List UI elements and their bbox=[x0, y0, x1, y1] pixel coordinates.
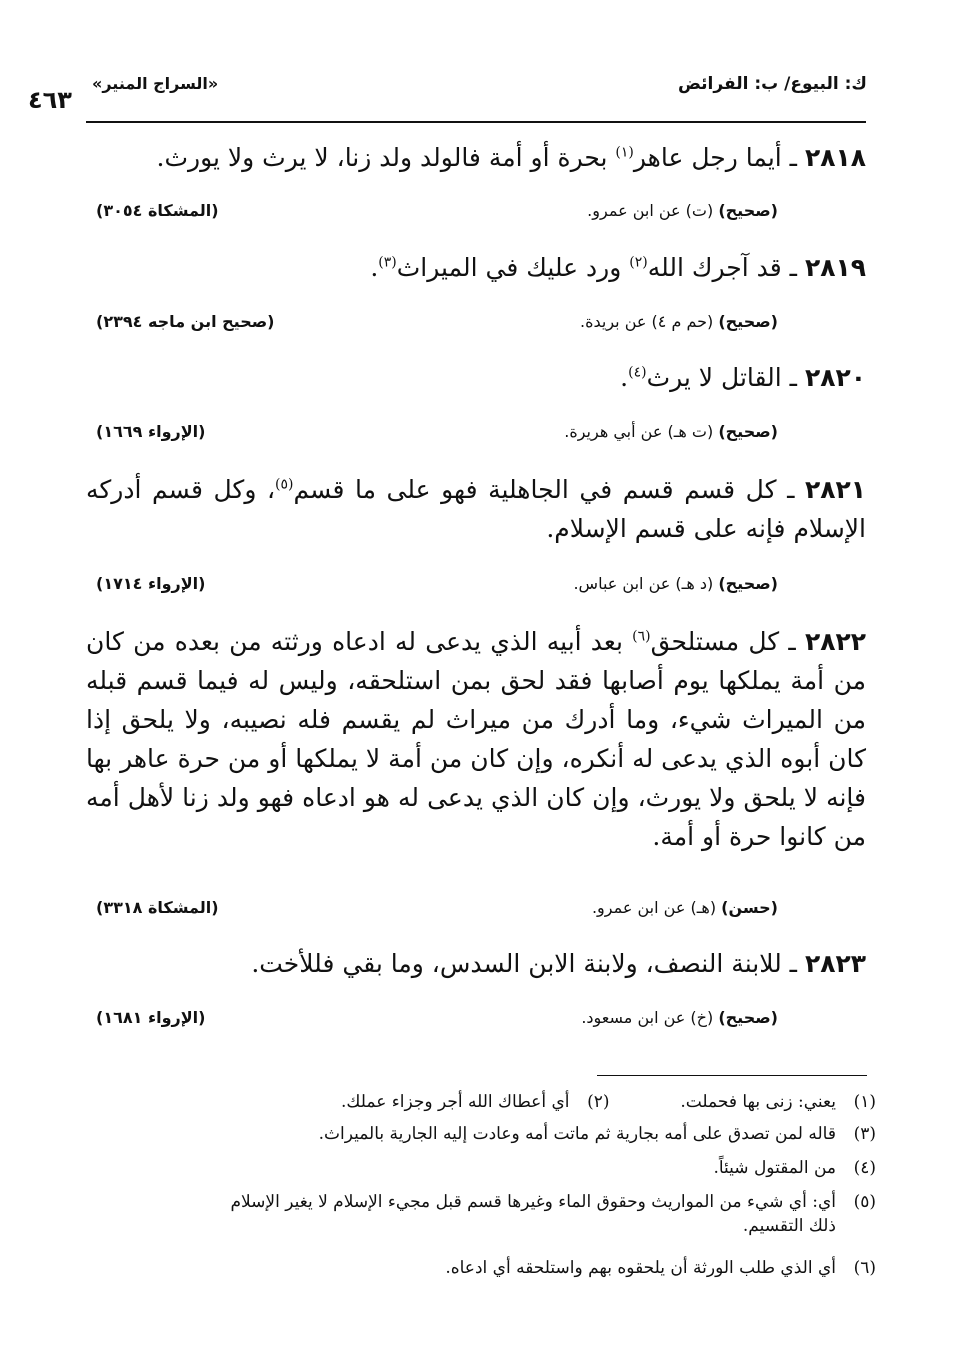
grading-line bbox=[86, 1008, 866, 1034]
hadith-text-part: ورد عليك في الميراث bbox=[396, 253, 630, 282]
footnote-text: قاله لمن تصدق على أمه بجارية ثم ماتت أمه وعادت إليه الجارية بالميراث. bbox=[318, 1124, 836, 1144]
footnote-number: (٥) bbox=[853, 1192, 876, 1212]
source-text: (ت) عن ابن عمرو. bbox=[587, 201, 719, 220]
hadith-text-part: بحرة أو أمة فالولد ولد زنا، لا يرث ولا يورث. bbox=[156, 143, 616, 172]
book-title: «السراج المنير» bbox=[92, 74, 219, 93]
hadith-2822 bbox=[86, 622, 866, 856]
footnote-1-2 bbox=[86, 1090, 876, 1114]
header-rule bbox=[86, 121, 866, 123]
hadith-text-part: كل قسم قسم في الجاهلية فهو على ما قسم bbox=[293, 475, 777, 504]
grading-line bbox=[86, 422, 866, 448]
footnote-number: (٢) bbox=[587, 1092, 610, 1112]
hadith-text-part: قد آجرك الله bbox=[647, 253, 782, 282]
source-line bbox=[564, 422, 778, 441]
hadith-number: ٢٨١٨ bbox=[804, 143, 866, 172]
hadith-text-part: ، وكل قسم أدركه الإسلام فإنه على قسم الإسلام. bbox=[86, 475, 866, 543]
source-line bbox=[587, 201, 778, 220]
hadith-text: ٢٨٢١ ـ كل قسم قسم في الجاهلية فهو على ما قسم$^{(٥)}$، وكل قسم أدركه الإسلام فإنه على قسم الإسلام. bbox=[86, 475, 867, 543]
reference: (الإرواء ١٦٦٩) bbox=[96, 422, 206, 441]
source-text: (خ) عن ابن مسعود. bbox=[581, 1008, 719, 1027]
source-text: (حم م ٤) عن بريدة. bbox=[580, 312, 719, 331]
footnote-number: (١) bbox=[853, 1092, 876, 1112]
hadith-text: ٢٨١٨ ـ أيما رجل عاهر$^{(١)}$ بحرة أو أمة فالولد ولد زنا، لا يرث ولا يورث. bbox=[156, 143, 866, 172]
footnote-number: (٦) bbox=[853, 1258, 876, 1278]
footnote-6 bbox=[86, 1256, 876, 1280]
hadith-2821 bbox=[86, 470, 866, 548]
footnote-4 bbox=[86, 1156, 876, 1180]
grade-label: (صحيح) bbox=[718, 1008, 778, 1027]
hadith-text-part: بعد أبيه الذي يدعى له ادعاه ورثته من بعده من كان من أمة يملكها يوم أصابها فقد لحق بمن استلحقه، وليس له فيما قسم قبله من الميراث شيء، وما أدرك من ميراث لم يقسم فله نصيبه، ولا يلحق إذا كان أبوه الذي يدعى له أنكره، وإن كان من أمة لا يملكها أو من حرة عاهر بها فإنه لا يلحق ولا يورث، وإن كان الذي يدعى له هو ادعاه فهو ولد زنا لأهل أمه من كانوا حرة أو أمة. bbox=[86, 627, 866, 851]
hadith-text-part: كل مستلحق bbox=[650, 627, 780, 656]
reference: (المشكاة ٣٣١٨) bbox=[96, 898, 219, 917]
footnote-continuation: ذلك التقسيم. bbox=[742, 1216, 836, 1236]
footnote-separator bbox=[597, 1075, 867, 1076]
grading-line bbox=[86, 574, 866, 600]
reference: (الإرواء ١٦٨١) bbox=[96, 1008, 206, 1027]
hadith-2819 bbox=[86, 248, 866, 287]
footnote-number: (٣) bbox=[853, 1124, 876, 1144]
footnote-ref[interactable]: (١) bbox=[615, 144, 634, 161]
source-text: (هـ) عن ابن عمرو. bbox=[591, 898, 722, 917]
footnote-ref[interactable]: (٥) bbox=[275, 476, 294, 493]
page-number: ٤٦٣ bbox=[28, 86, 72, 114]
footnote-number: (٤) bbox=[853, 1158, 876, 1178]
footnote-ref[interactable]: (٢) bbox=[629, 254, 648, 271]
source-line bbox=[573, 574, 778, 593]
grading-line bbox=[86, 201, 866, 227]
hadith-text: ٢٨٢٢ ـ كل مستلحق$^{(٦)}$ بعد أبيه الذي يدعى له ادعاه ورثته من بعده من كان من أمة يملكها يوم أصابها فقد لحق بمن استلحقه، وليس له فيما قسم قبله من الميراث شيء، وما أدرك من ميراث لم يقسم فله نصيبه، ولا يلحق إذا كان أبوه الذي يدعى له أنكره، وإن كان من أمة لا يملكها أو من حرة عاهر بها فإنه لا يلحق ولا يورث، وإن كان الذي يدعى له هو ادعاه فهو ولد زنا لأهل أمه من كانوا حرة أو أمة. bbox=[86, 627, 866, 851]
hadith-text-part: . bbox=[620, 363, 629, 392]
hadith-number: ٢٨٢٣ bbox=[804, 949, 866, 978]
hadith-text-part: أيما رجل عاهر bbox=[633, 143, 782, 172]
hadith-number: ٢٨٢٢ bbox=[804, 627, 866, 656]
grading-line bbox=[86, 898, 866, 924]
source-text: (ت هـ) عن أبي هريرة. bbox=[564, 422, 719, 441]
footnote-ref[interactable]: (٣) bbox=[378, 254, 397, 271]
footnote-ref[interactable]: (٤) bbox=[628, 364, 647, 381]
hadith-number: ٢٨١٩ bbox=[804, 253, 866, 282]
hadith-2823 bbox=[86, 944, 866, 983]
footnote-5 bbox=[86, 1190, 876, 1238]
grade-label: (صحيح) bbox=[718, 312, 778, 331]
footnote-text: يعني: زنى بها فحملت. bbox=[680, 1092, 836, 1112]
source-line bbox=[581, 1008, 778, 1027]
reference: (الإرواء ١٧١٤) bbox=[96, 574, 206, 593]
footnote-ref[interactable]: (٦) bbox=[632, 628, 651, 645]
grading-line bbox=[86, 312, 866, 338]
source-text: (د هـ) عن ابن عباس. bbox=[573, 574, 719, 593]
grade-label: (صحيح) bbox=[718, 574, 778, 593]
footnote-text: أي أعطاك الله أجر وجزاء عملك. bbox=[341, 1092, 570, 1112]
footnote-text: من المقتول شيئاً. bbox=[713, 1158, 836, 1178]
reference: (المشكاة ٣٠٥٤) bbox=[96, 201, 219, 220]
hadith-text: ٢٨١٩ ـ قد آجرك الله$^{(٢)}$ ورد عليك في الميراث$^{(٣)}$. bbox=[370, 253, 866, 282]
hadith-2820 bbox=[86, 358, 866, 397]
grade-label: (صحيح) bbox=[718, 422, 778, 441]
hadith-2818 bbox=[86, 138, 866, 177]
hadith-number: ٢٨٢١ bbox=[804, 475, 867, 504]
hadith-text: ٢٨٢٣ ـ للابنة النصف، ولابنة الابن السدس، وما بقي فللأخت. bbox=[251, 949, 866, 978]
grade-label: (حسن) bbox=[721, 898, 778, 917]
hadith-number: ٢٨٢٠ bbox=[804, 363, 866, 392]
hadith-text-part: القاتل لا يرث bbox=[646, 363, 782, 392]
hadith-text-part: للابنة النصف، ولابنة الابن السدس، وما بقي فللأخت. bbox=[251, 949, 782, 978]
source-line bbox=[580, 312, 778, 331]
source-line bbox=[592, 898, 778, 917]
footnote-3 bbox=[86, 1122, 876, 1146]
hadith-text-part: . bbox=[370, 253, 379, 282]
footnote-text: أي الذي طلب الورثة أن يلحقوه بهم واستلحقه أي ادعاه. bbox=[445, 1258, 836, 1278]
footnote-text: أي: أي شيء من المواريث وحقوق الماء وغيرها قسم قبل مجيء الإسلام لا يغير الإسلام bbox=[230, 1192, 836, 1212]
hadith-text: ٢٨٢٠ ـ القاتل لا يرث$^{(٤)}$. bbox=[620, 363, 866, 392]
grade-label: (صحيح) bbox=[718, 201, 778, 220]
chapter-heading: ك: البيوع/ ب: الفرائض bbox=[677, 74, 867, 94]
reference: (صحيح ابن ماجه ٢٣٩٤) bbox=[96, 312, 275, 331]
